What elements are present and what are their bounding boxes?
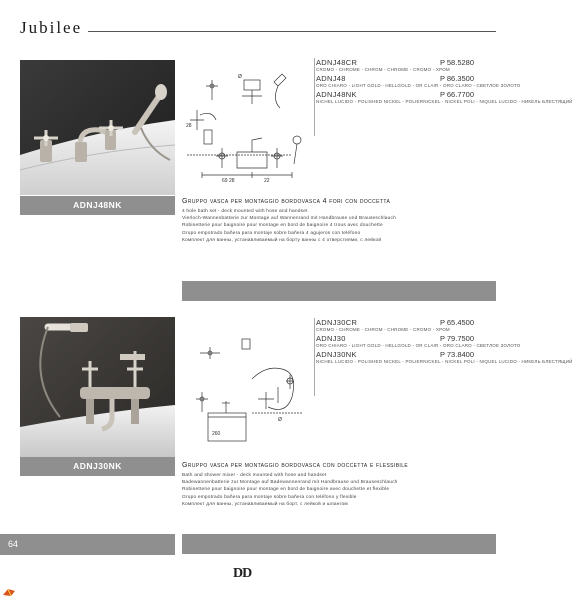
svg-text:69 28: 69 28 bbox=[222, 178, 235, 184]
description-line: Комплект для ванны, устанавливаемый на борту ванны с 4 отверстиями, с лейкой bbox=[182, 237, 382, 243]
product-code-caption-1: ADNJ48NK bbox=[20, 196, 175, 215]
svg-text:Ø: Ø bbox=[238, 74, 242, 80]
product-description-1 bbox=[182, 198, 482, 244]
header-rule bbox=[88, 31, 496, 32]
variant-price: P 86.3500 bbox=[439, 74, 474, 83]
variant-code: ADNJ30 bbox=[316, 334, 346, 343]
variant-finish: ORO CHIARO - LIGHT GOLD - HELLGOLD - OR CLAIR - ORO CLARO - СВЕТЛОЕ ЗОЛОТО bbox=[316, 343, 521, 348]
brand-logo: DD bbox=[233, 566, 252, 581]
description-line: Robinetterie pour baignoire pour montage en bord de baignoire 4 trous avec douchette bbox=[182, 223, 383, 229]
product-photo-2 bbox=[20, 317, 175, 457]
variant-price: P 79.7500 bbox=[439, 334, 474, 343]
variant-code: ADNJ30CR bbox=[316, 318, 358, 327]
svg-text:22: 22 bbox=[264, 178, 270, 184]
brand-title: Jubilee bbox=[20, 18, 83, 37]
variant-code: ADNJ48CR bbox=[316, 58, 358, 67]
variant-code: ADNJ30NK bbox=[316, 350, 357, 359]
product-description-2 bbox=[182, 462, 482, 508]
divider-band-2 bbox=[182, 534, 496, 554]
svg-text:28: 28 bbox=[186, 123, 192, 129]
technical-drawing-2 bbox=[182, 317, 312, 447]
spec-divider-2 bbox=[314, 318, 315, 396]
variant-row bbox=[316, 350, 573, 365]
variant-row bbox=[316, 90, 573, 105]
description-line: Комплект для ванны, устанавливаемый на борт, с лейкой и шлангом bbox=[182, 501, 348, 507]
variant-row bbox=[316, 58, 496, 73]
technical-drawing-1 bbox=[182, 60, 312, 190]
variant-row bbox=[316, 318, 496, 333]
variant-price: P 65.4500 bbox=[439, 318, 474, 327]
product-title: Gruppo vasca per montaggio bordovasca con doccetta e flessibile bbox=[182, 462, 409, 469]
spec-table-2 bbox=[316, 318, 573, 366]
description-line: 4 hole bath set - deck mounted with hose and handset bbox=[182, 209, 308, 214]
variant-code: ADNJ48 bbox=[316, 74, 346, 83]
product-photo-1 bbox=[20, 60, 175, 195]
variant-price: P 66.7700 bbox=[439, 90, 474, 99]
variant-finish: CROMO - CHROME - CHROM - CHROME - CROMO - ХРОМ bbox=[316, 327, 450, 332]
bookmark-icon[interactable] bbox=[2, 584, 16, 594]
spec-divider-1 bbox=[314, 58, 315, 136]
variant-price: P 73.8400 bbox=[439, 350, 474, 359]
description-line: Bath and shower mixer - deck mounted with hose and handset bbox=[182, 473, 327, 478]
svg-text:Ø: Ø bbox=[278, 417, 282, 423]
variant-row bbox=[316, 334, 521, 349]
variant-finish: ORO CHIARO - LIGHT GOLD - HELLGOLD - OR CLAIR - ORO CLARO - СВЕТЛОЕ ЗОЛОТО bbox=[316, 83, 521, 88]
description-line: Grupo empotrado bañera para montaje sobre bañera 4 agujeros con teléfono bbox=[182, 230, 361, 236]
variant-finish: NICHEL LUCIDO - POLISHED NICKEL - POLIERNICKEL - NICKEL POLI - NIQUEL LUCIDO - НИКЕЛЬ БЛЕСТЯЩИЙ bbox=[316, 359, 573, 364]
description-line: Badewannenbatterie zur Montage auf Badewannenrand mit Handbrause und Brauseschlauch bbox=[182, 480, 398, 486]
variant-price: P 58.5280 bbox=[439, 58, 474, 67]
variant-row bbox=[316, 74, 521, 89]
variant-code: ADNJ48NK bbox=[316, 90, 357, 99]
divider-band-1 bbox=[182, 281, 496, 301]
product-title: Gruppo vasca per montaggio bordovasca 4 fori con doccetta bbox=[182, 198, 391, 205]
description-line: Vierloch-Wannenbatterie zur Montage auf Wannenrand mit Handbrause und Brauseschlauch bbox=[182, 216, 396, 222]
description-line: Grupo empotrado bañera para montaje sobre bañera con teléfono y flexible bbox=[182, 494, 357, 500]
description-line: Robinetterie pour baignoire pour montage en bord de baignoire avec douchette et flexible bbox=[182, 487, 390, 493]
spec-table-1 bbox=[316, 58, 573, 106]
variant-finish: NICHEL LUCIDO - POLISHED NICKEL - POLIERNICKEL - NICKEL POLI - NIQUEL LUCIDO - НИКЕЛЬ БЛЕСТЯЩИЙ bbox=[316, 99, 573, 104]
svg-text:260: 260 bbox=[212, 431, 221, 437]
variant-finish: CROMO - CHROME - CHROM - CHROME - CROMO - ХРОМ bbox=[316, 67, 450, 72]
page-number-bar bbox=[0, 534, 175, 555]
product-code-caption-2: ADNJ30NK bbox=[20, 457, 175, 476]
page-number: 64 bbox=[8, 539, 19, 549]
